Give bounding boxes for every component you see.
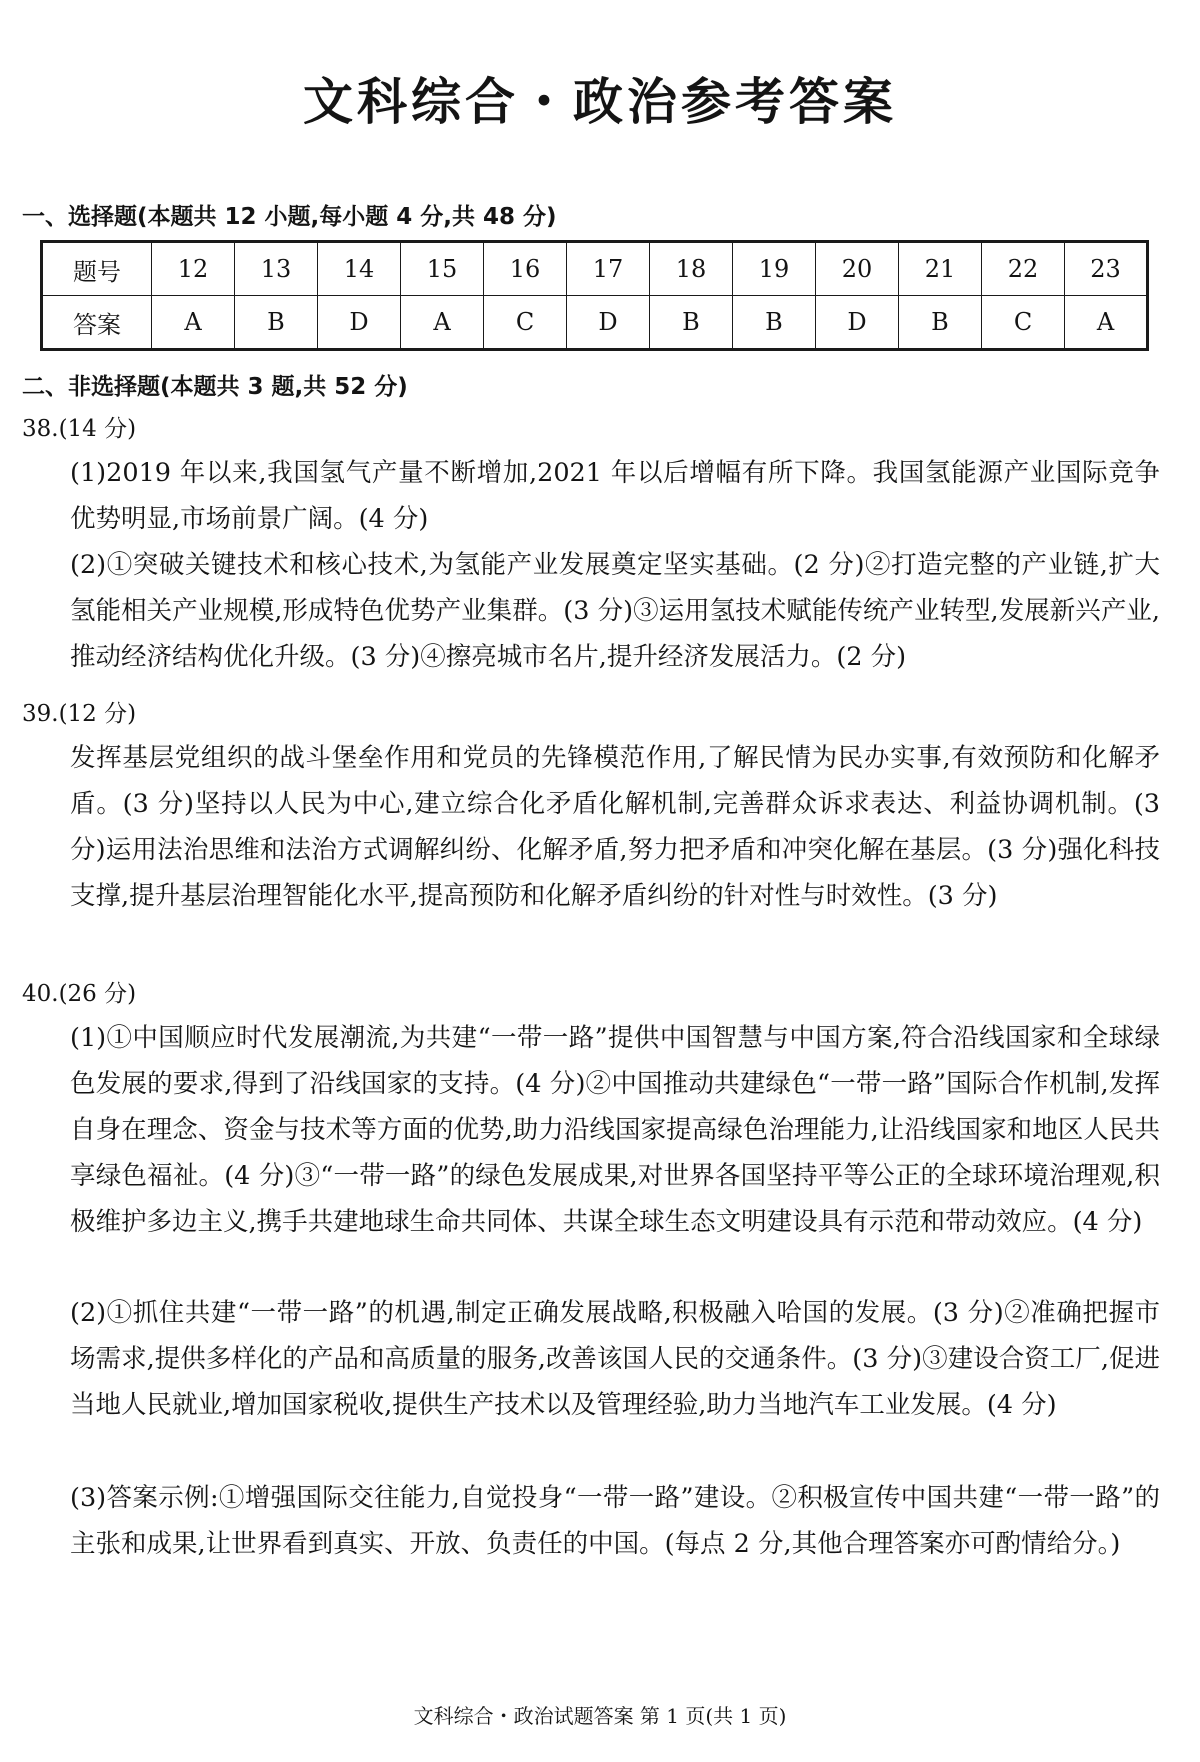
question-40-part-1: (1)①中国顺应时代发展潮流,为共建“一带一路”提供中国智慧与中国方案,符合沿线国家和全球绿色发展的要求,得到了沿线国家的支持。(4 分)②中国推动共建绿色“一带一路”国际合作机制,发挥自身在理念、资金与技术等方面的优势,助力沿线国家提高绿色治理能力,让沿线国家和地区人民共享绿色福祉。(4 分)③“一带一路”的绿色发展成果,对世界各国坚持平等公正的全球环境治理观,积极维护多边主义,携手共建地球生命共同体、共谋全球生态文明建设具有示范和带动效应。(4 分): [70, 1023, 1160, 1237]
question-40-label: 40.(26 分): [22, 981, 137, 1007]
question-number-cell: 23: [1065, 242, 1148, 296]
question-39-label: 39.(12 分): [22, 701, 137, 727]
section-heading-nonchoice: 二、非选择题(本题共 3 题,共 52 分): [22, 374, 408, 400]
answer-cell: C: [982, 296, 1065, 350]
question-number-cell: 22: [982, 242, 1065, 296]
answer-cell: B: [733, 296, 816, 350]
table-row-numbers: [42, 242, 1148, 296]
question-number-cell: 21: [899, 242, 982, 296]
answer-cell: A: [401, 296, 484, 350]
answer-cell: A: [1065, 296, 1148, 350]
question-38-label: 38.(14 分): [22, 416, 137, 442]
question-38-part-2: (2)①突破关键技术和核心技术,为氢能产业发展奠定坚实基础。(2 分)②打造完整的产业链,扩大氢能相关产业规模,形成特色优势产业集群。(3 分)③运用氢技术赋能传统产业转型,发展新兴产业,推动经济结构优化升级。(3 分)④擦亮城市名片,提升经济发展活力。(2 分): [70, 550, 1160, 672]
question-40-part-3: (3)答案示例:①增强国际交往能力,自觉投身“一带一路”建设。②积极宣传中国共建“一带一路”的主张和成果,让世界看到真实、开放、负责任的中国。(每点 2 分,其他合理答案亦可酌情给分。): [70, 1483, 1160, 1559]
question-number-cell: 19: [733, 242, 816, 296]
question-number-cell: 12: [152, 242, 235, 296]
question-number-cell: 18: [650, 242, 733, 296]
answer-table: [40, 240, 1149, 351]
answer-cell: D: [318, 296, 401, 350]
question-number-cell: 15: [401, 242, 484, 296]
answer-cell: D: [567, 296, 650, 350]
answer-cell: B: [899, 296, 982, 350]
question-39-answer: 发挥基层党组织的战斗堡垒作用和党员的先锋模范作用,了解民情为民办实事,有效预防和化解矛盾。(3 分)坚持以人民为中心,建立综合化矛盾化解机制,完善群众诉求表达、利益协调机制。(3 分)运用法治思维和法治方式调解纠纷、化解矛盾,努力把矛盾和冲突化解在基层。(3 分)强化科技支撑,提升基层治理智能化水平,提高预防和化解矛盾纠纷的针对性与时效性。(3 分): [70, 743, 1160, 911]
question-38-part-1: (1)2019 年以来,我国氢气产量不断增加,2021 年以后增幅有所下降。我国氢能源产业国际竞争优势明显,市场前景广阔。(4 分): [70, 458, 1160, 534]
row-label-number: 题号: [42, 242, 152, 296]
question-40-part-2: (2)①抓住共建“一带一路”的机遇,制定正确发展战略,积极融入哈国的发展。(3 分)②准确把握市场需求,提供多样化的产品和高质量的服务,改善该国人民的交通条件。(3 分)③建设合资工厂,促进当地人民就业,增加国家税收,提供生产技术以及管理经验,助力当地汽车工业发展。(4 分): [70, 1298, 1160, 1420]
answer-cell: A: [152, 296, 235, 350]
answer-cell: D: [816, 296, 899, 350]
question-number-cell: 13: [235, 242, 318, 296]
answer-cell: C: [484, 296, 567, 350]
section-heading-choice: 一、选择题(本题共 12 小题,每小题 4 分,共 48 分): [22, 204, 557, 230]
table-row-answers: [42, 296, 1148, 350]
page-title: 文科综合・政治参考答案: [303, 73, 897, 131]
page-footer: 文科综合・政治试题答案 第 1 页(共 1 页): [413, 1704, 787, 1728]
answer-cell: B: [650, 296, 733, 350]
question-number-cell: 16: [484, 242, 567, 296]
question-number-cell: 14: [318, 242, 401, 296]
answer-cell: B: [235, 296, 318, 350]
question-number-cell: 17: [567, 242, 650, 296]
row-label-answer: 答案: [42, 296, 152, 350]
question-number-cell: 20: [816, 242, 899, 296]
